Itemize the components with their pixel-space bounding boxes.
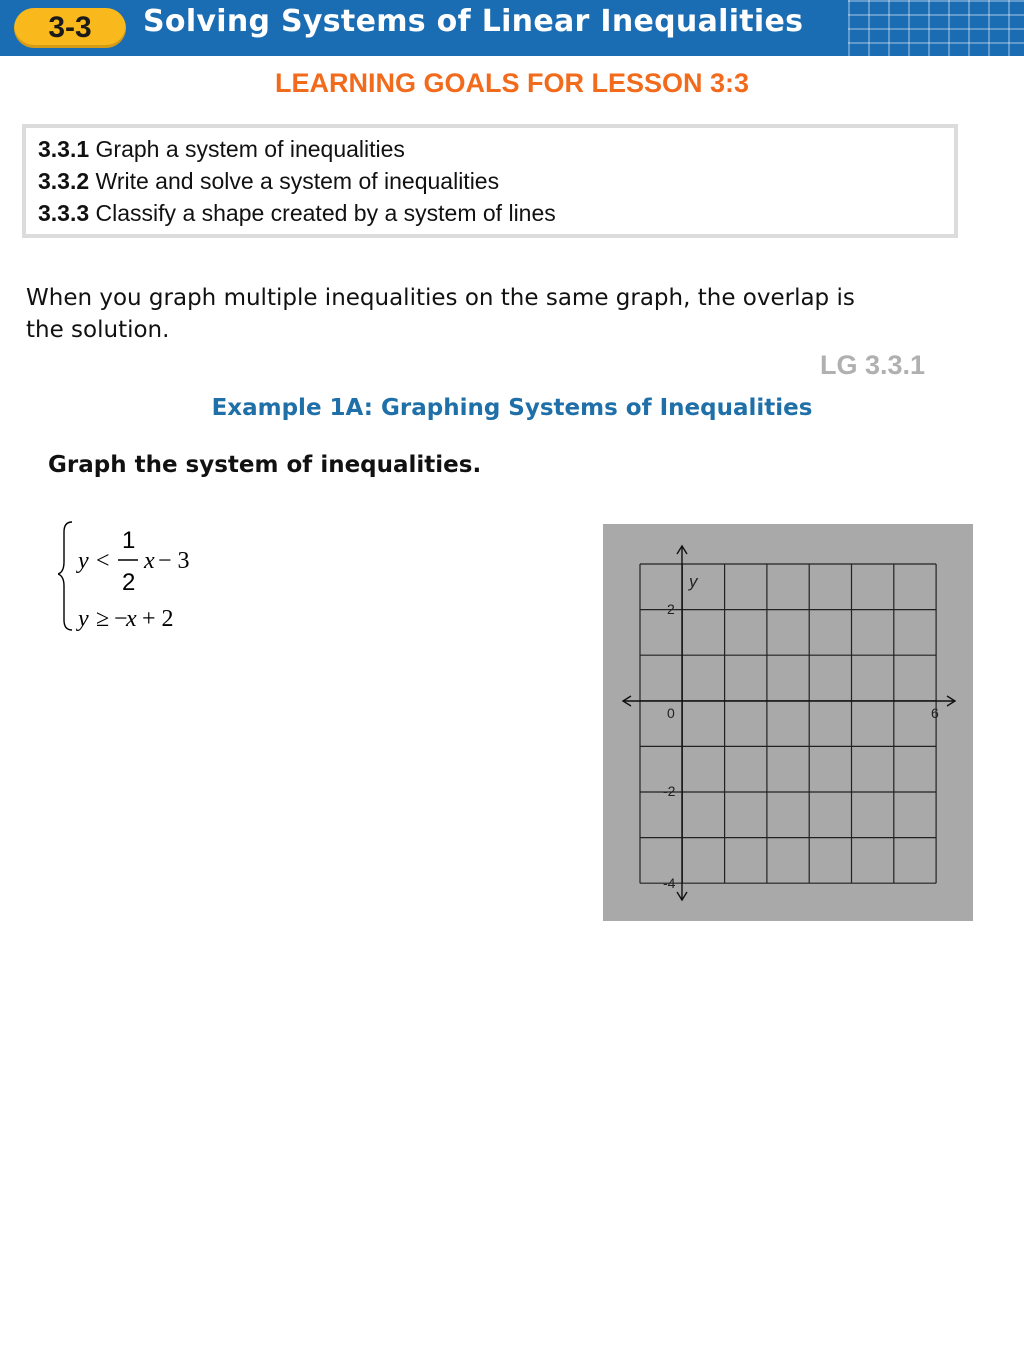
tick-label-yneg2: -2 — [663, 783, 676, 799]
goal-number: 3.3.1 — [38, 136, 90, 162]
eq2-negative: − — [114, 606, 128, 632]
eq2-var: y — [78, 606, 89, 632]
goal-text: Classify a shape created by a system of lines — [95, 200, 556, 226]
eq1-rest: − 3 — [158, 548, 190, 574]
y-axis-label: y — [689, 572, 698, 591]
axes — [623, 546, 955, 900]
tick-label-y2: 2 — [667, 601, 675, 617]
learning-goals-box — [22, 124, 958, 238]
goal-item — [38, 200, 556, 227]
eq1-numerator: 1 — [122, 527, 136, 554]
eq1-var: y — [78, 548, 89, 574]
lesson-number-badge: 3-3 — [14, 8, 126, 48]
lesson-header — [0, 0, 1024, 56]
goal-number: 3.3.3 — [38, 200, 90, 226]
example-instruction: Graph the system of inequalities. — [48, 452, 482, 478]
graph-panel — [603, 524, 973, 921]
tick-label-x6: 6 — [931, 705, 939, 721]
example-title: Example 1A: Graphing Systems of Inequalities — [211, 395, 813, 421]
eq2-rest: + 2 — [142, 606, 174, 632]
eq2-x-var: x — [126, 606, 137, 632]
inequality-system — [58, 518, 258, 638]
goal-text: Write and solve a system of inequalities — [95, 168, 500, 194]
goal-item — [38, 136, 405, 163]
tick-label-origin: 0 — [667, 705, 675, 721]
eq1-x-var: x — [144, 548, 155, 574]
goal-text: Graph a system of inequalities — [95, 136, 405, 162]
lesson-title: Solving Systems of Linear Inequalities — [143, 4, 804, 39]
tick-label-yneg4: -4 — [663, 875, 676, 891]
learning-goal-tag: LG 3.3.1 — [820, 350, 926, 380]
intro-paragraph: When you graph multiple inequalities on the same graph, the overlap is the solution. — [26, 285, 855, 343]
eq2-operator: ≥ — [96, 606, 110, 632]
grid-lines — [640, 564, 936, 883]
brace-icon — [58, 522, 72, 630]
goal-number: 3.3.2 — [38, 168, 90, 194]
eq1-operator: < — [96, 548, 110, 574]
coordinate-grid — [603, 524, 973, 921]
header-grid-decoration — [848, 0, 1024, 56]
learning-goals-heading: LEARNING GOALS FOR LESSON 3:3 — [274, 68, 750, 98]
eq1-denominator: 2 — [122, 569, 136, 596]
goal-item — [38, 168, 499, 195]
